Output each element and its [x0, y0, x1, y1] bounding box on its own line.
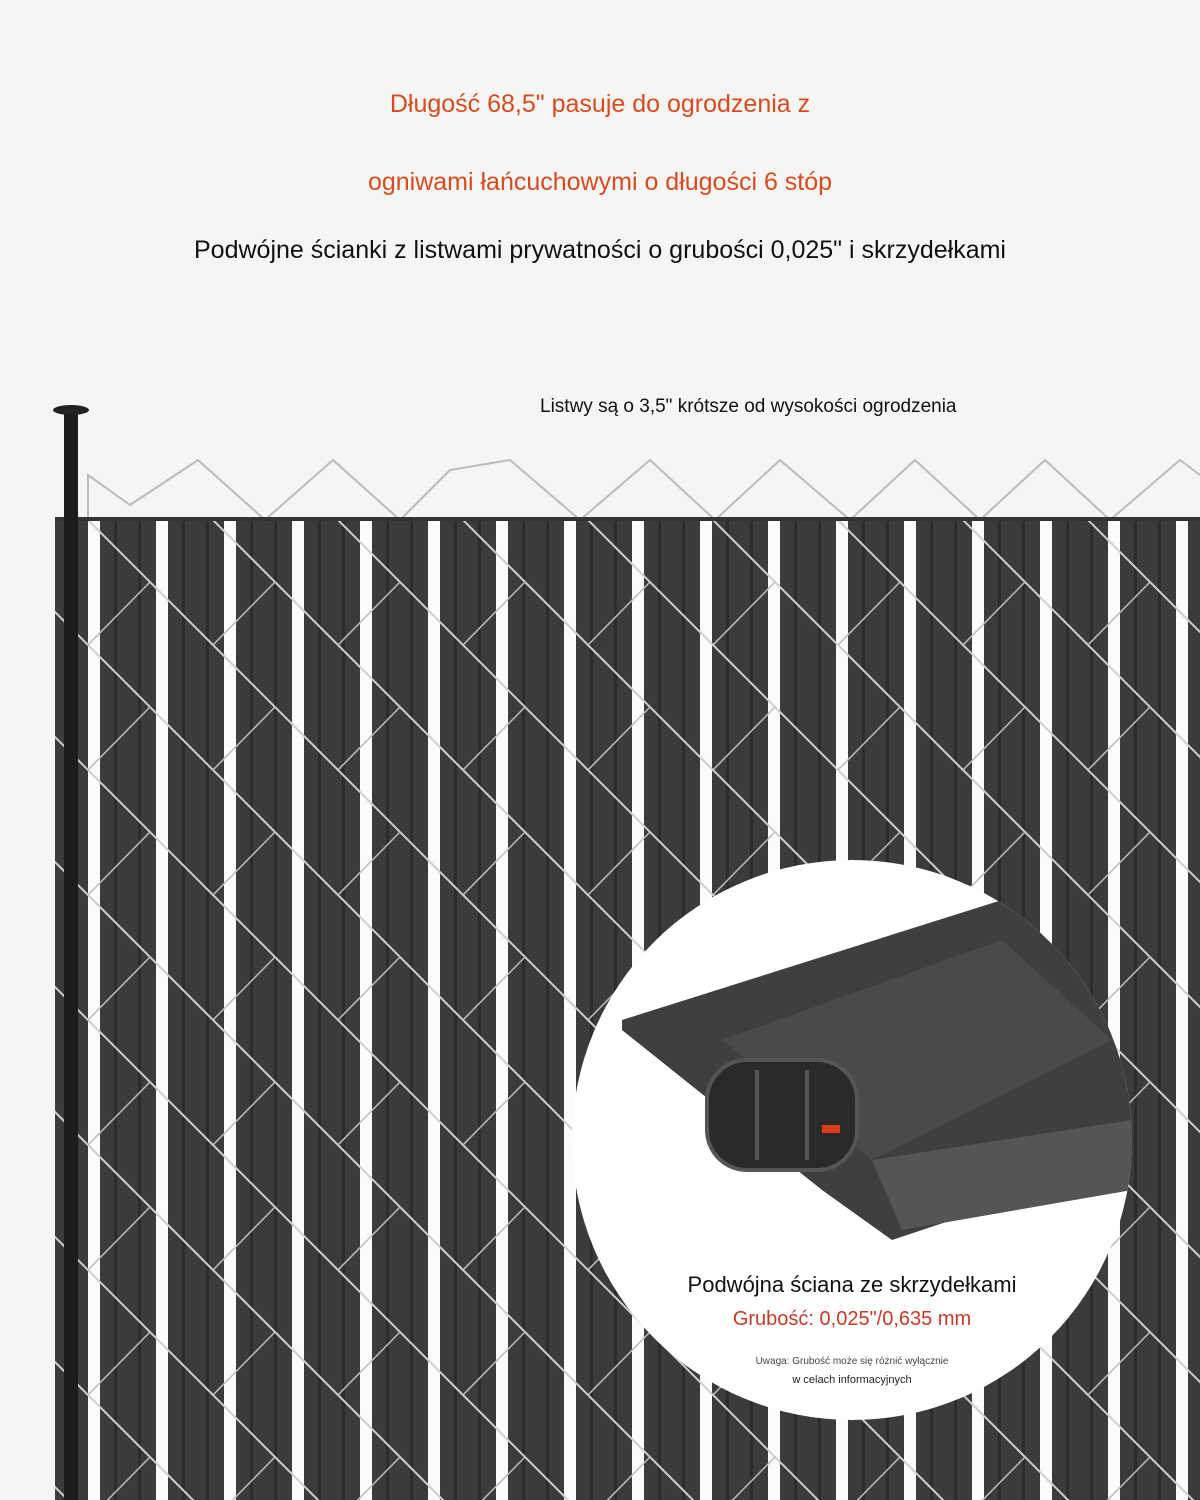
detail-thickness: Grubość: 0,025"/0,635 mm	[732, 1308, 972, 1330]
headline-line-2: ogniwami łańcuchowymi o długości 6 stóp	[367, 168, 833, 196]
detail-note-line-1: Uwaga: Grubość może się różnić wyłącznie	[755, 1356, 949, 1367]
fence-top-wire	[88, 460, 1200, 520]
fence-post	[64, 410, 78, 1500]
detail-magnifier	[572, 860, 1132, 1420]
detail-title: Podwójna ściana ze skrzydełkami	[687, 1272, 1017, 1297]
fence-note: Listwy są o 3,5" krótsze od wysokości ogrodzenia	[540, 396, 957, 417]
headline-line-3: Podwójne ścianki z listwami prywatności o grubości 0,025" i skrzydełkami	[194, 236, 1006, 264]
detail-note-line-2: w celach informacyjnych	[792, 1374, 912, 1386]
headline-line-1: Długość 68,5" pasuje do ogrodzenia z	[389, 90, 811, 118]
slat-profile-icon	[572, 860, 1132, 1420]
top-rail	[55, 517, 1200, 521]
